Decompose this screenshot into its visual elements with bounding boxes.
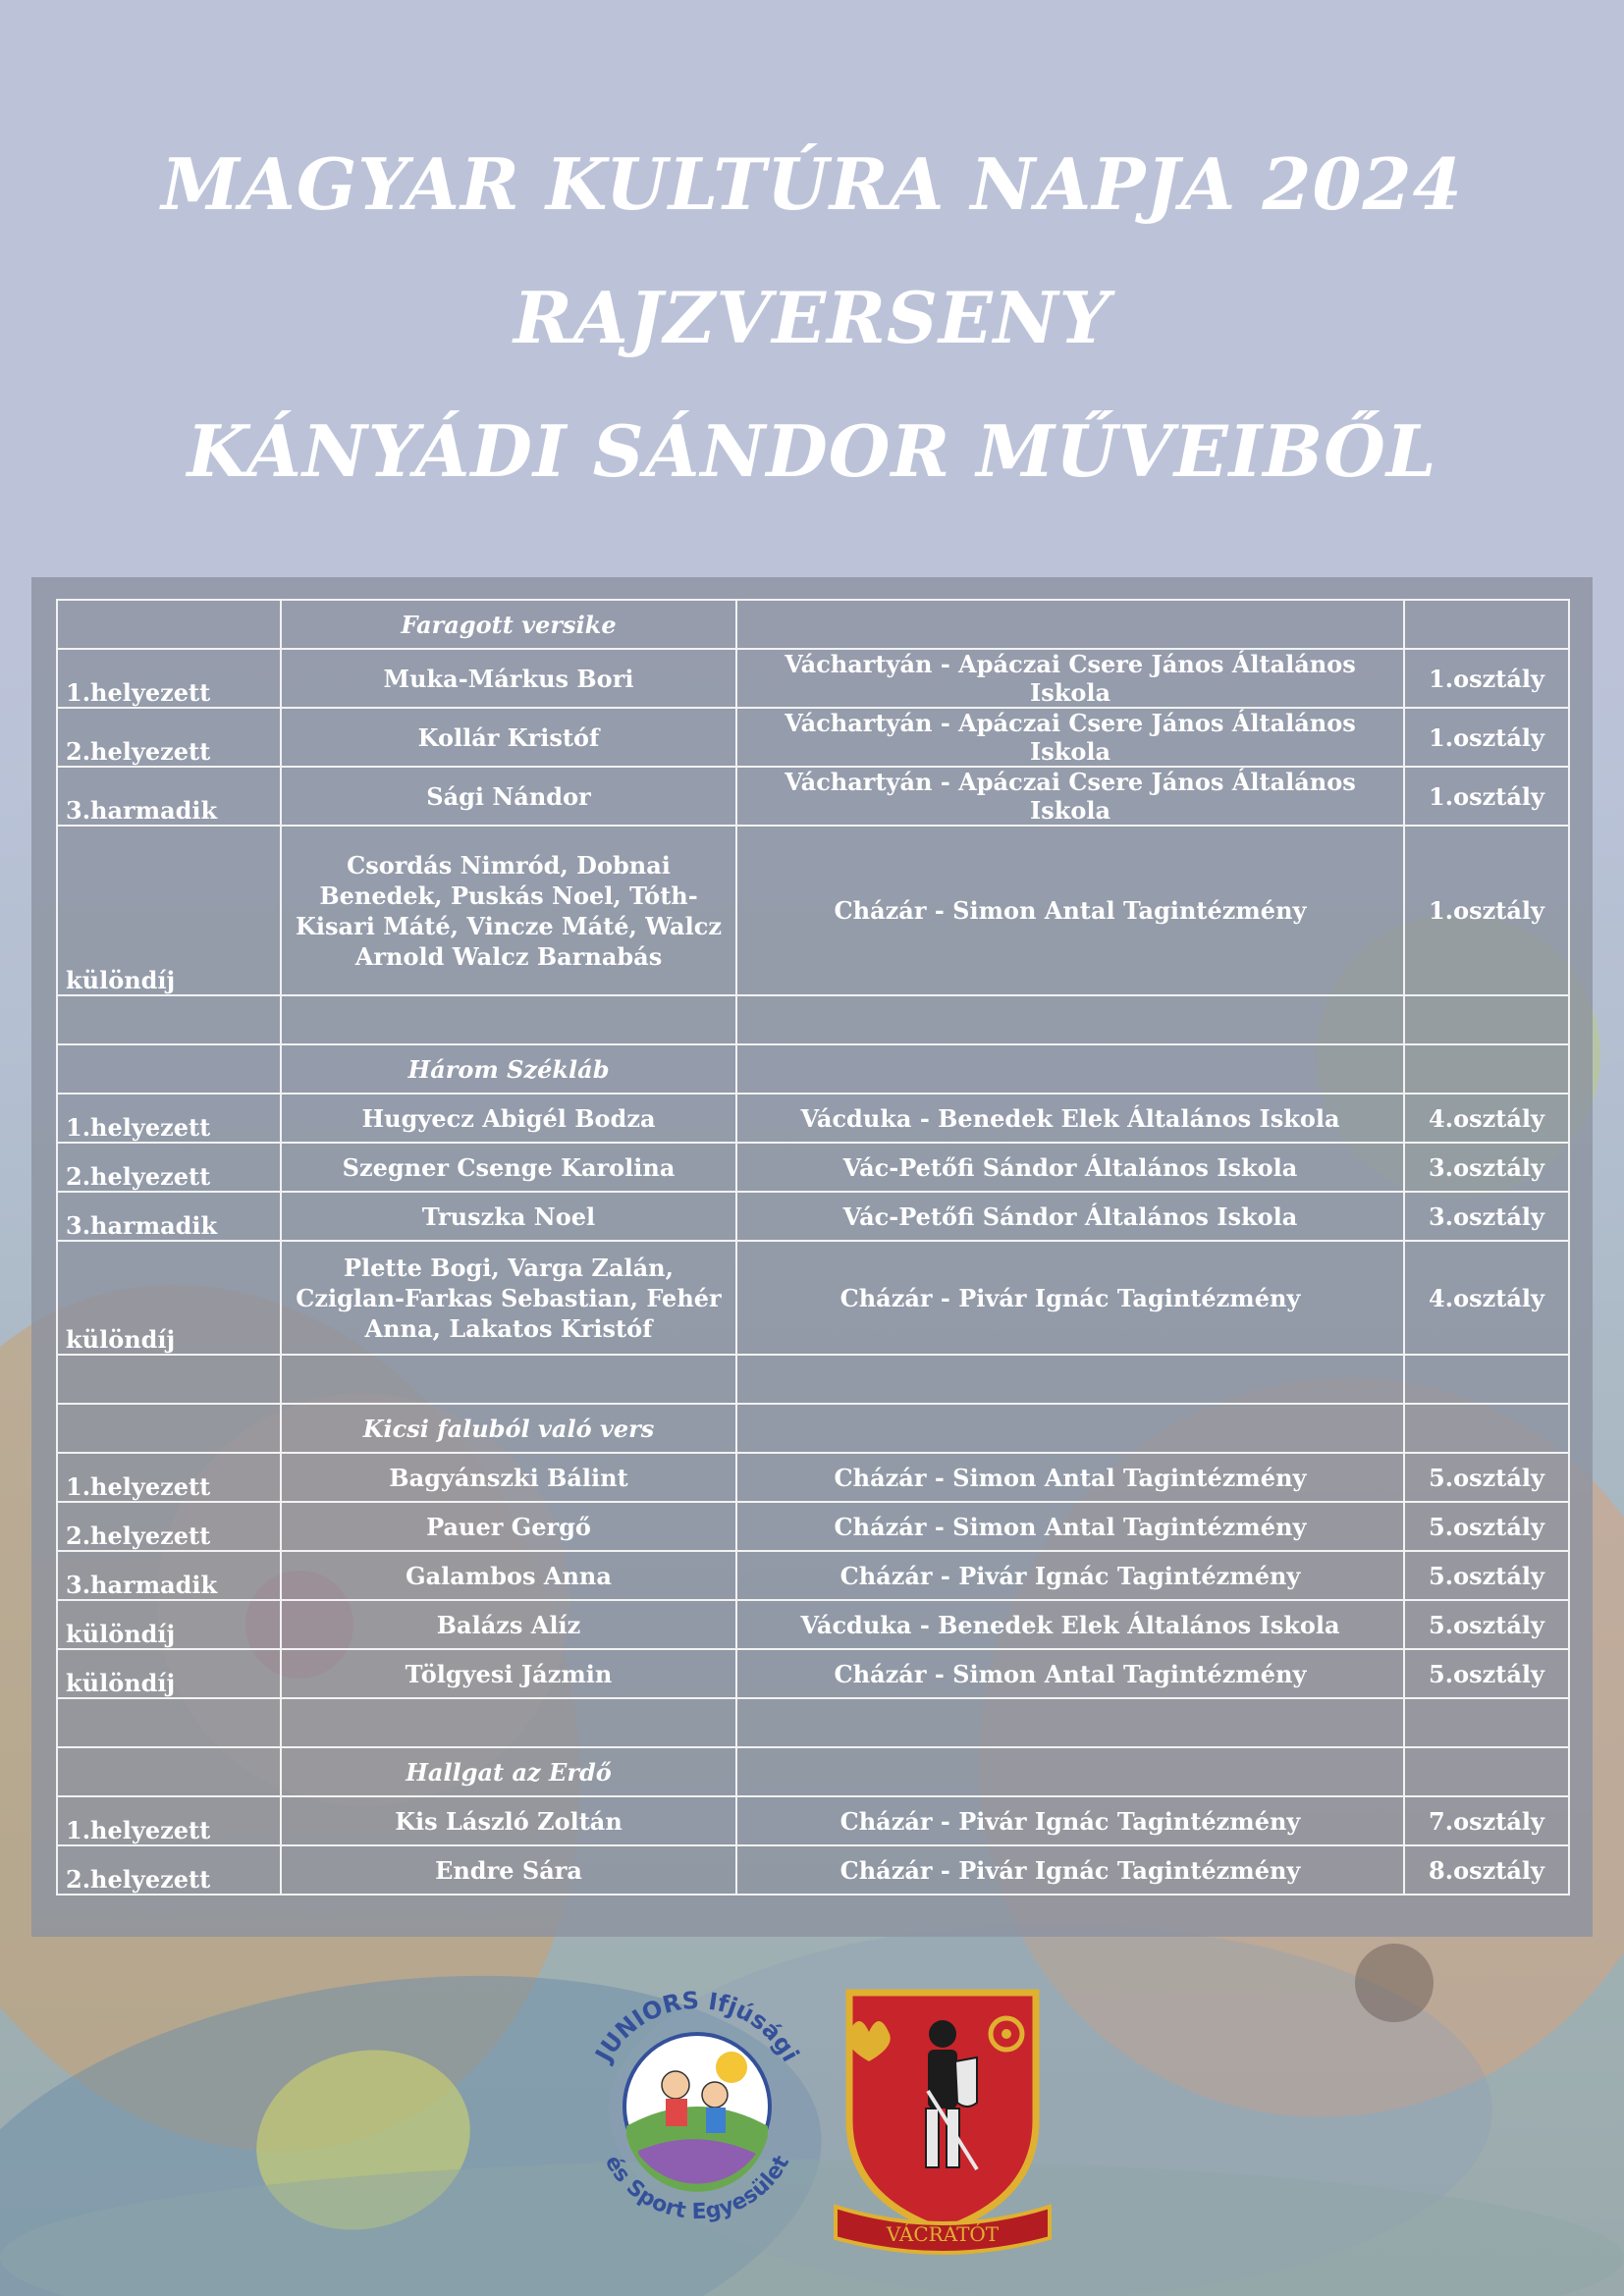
category-title: Faragott versike — [281, 600, 736, 649]
name-cell: Pauer Gergő — [281, 1502, 736, 1551]
place-cell: 3.harmadik — [57, 767, 281, 826]
category-title: Kicsi faluból való vers — [281, 1404, 736, 1453]
grade-cell: 3.osztály — [1404, 1143, 1569, 1192]
category-title: Hallgat az Erdő — [281, 1747, 736, 1796]
table-row — [57, 1600, 1569, 1649]
name-cell: Galambos Anna — [281, 1551, 736, 1600]
grade-cell: 7.osztály — [1404, 1796, 1569, 1845]
grade-cell: 8.osztály — [1404, 1845, 1569, 1895]
table-row — [57, 708, 1569, 767]
svg-text:és Sport Egyesület: és Sport Egyesület — [599, 2151, 795, 2225]
name-cell: Hugyecz Abigél Bodza — [281, 1094, 736, 1143]
school-cell: Váchartyán - Apáczai Csere János Általános Iskola — [736, 708, 1404, 767]
title-line-3: KÁNYÁDI SÁNDOR MŰVEIBŐL — [187, 409, 1437, 493]
school-cell: Cházár - Pivár Ignác Tagintézmény — [736, 1845, 1404, 1895]
table-row — [57, 649, 1569, 708]
school-cell: Váchartyán - Apáczai Csere János Általános Iskola — [736, 649, 1404, 708]
table-row — [57, 1502, 1569, 1551]
name-cell: Muka-Márkus Bori — [281, 649, 736, 708]
school-cell: Vácduka - Benedek Elek Általános Iskola — [736, 1094, 1404, 1143]
grade-cell: 1.osztály — [1404, 649, 1569, 708]
vacratot-crest — [830, 1973, 1056, 2258]
school-cell: Vác-Petőfi Sándor Általános Iskola — [736, 1192, 1404, 1241]
place-cell: különdíj — [57, 1600, 281, 1649]
place-cell: különdíj — [57, 1241, 281, 1355]
category-title: Három Székláb — [281, 1044, 736, 1094]
place-cell: 3.harmadik — [57, 1551, 281, 1600]
place-cell: különdíj — [57, 826, 281, 995]
table-row — [57, 1649, 1569, 1698]
school-cell: Cházár - Pivár Ignác Tagintézmény — [736, 1796, 1404, 1845]
name-cell: Szegner Csenge Karolina — [281, 1143, 736, 1192]
spacer-row — [57, 1355, 1569, 1404]
grade-cell: 5.osztály — [1404, 1502, 1569, 1551]
table-row — [57, 826, 1569, 995]
category-row — [57, 1747, 1569, 1796]
grade-cell: 5.osztály — [1404, 1453, 1569, 1502]
title-line-1: MAGYAR KULTÚRA NAPJA 2024 — [161, 142, 1463, 226]
title-line-2: RAJZVERSENY — [514, 276, 1110, 359]
grade-cell: 1.osztály — [1404, 708, 1569, 767]
school-cell: Cházár - Simon Antal Tagintézmény — [736, 1502, 1404, 1551]
school-cell: Váchartyán - Apáczai Csere János Általános Iskola — [736, 767, 1404, 826]
school-cell: Cházár - Pivár Ignác Tagintézmény — [736, 1551, 1404, 1600]
grade-cell: 5.osztály — [1404, 1551, 1569, 1600]
place-cell: 3.harmadik — [57, 1192, 281, 1241]
logos — [0, 1973, 1624, 2258]
name-cell: Kollár Kristóf — [281, 708, 736, 767]
category-row — [57, 1404, 1569, 1453]
table-row — [57, 1241, 1569, 1355]
name-cell: Kis László Zoltán — [281, 1796, 736, 1845]
page-titles — [0, 118, 1624, 518]
place-cell: 2.helyezett — [57, 1502, 281, 1551]
school-cell: Cházár - Pivár Ignác Tagintézmény — [736, 1241, 1404, 1355]
place-cell: 1.helyezett — [57, 1796, 281, 1845]
table-row — [57, 1796, 1569, 1845]
grade-cell: 4.osztály — [1404, 1241, 1569, 1355]
juniors-text: JUNIORS Ifjúsági — [589, 1986, 805, 2066]
grade-cell: 4.osztály — [1404, 1094, 1569, 1143]
school-cell: Vác-Petőfi Sándor Általános Iskola — [736, 1143, 1404, 1192]
table-row — [57, 1845, 1569, 1895]
place-cell: 2.helyezett — [57, 708, 281, 767]
crest-ribbon-text: VÁCRÁTÓT — [886, 2222, 1000, 2246]
grade-cell: 3.osztály — [1404, 1192, 1569, 1241]
name-cell: Bagyánszki Bálint — [281, 1453, 736, 1502]
table-row — [57, 1551, 1569, 1600]
place-cell: különdíj — [57, 1649, 281, 1698]
name-cell: Tölgyesi Jázmin — [281, 1649, 736, 1698]
school-cell: Cházár - Simon Antal Tagintézmény — [736, 826, 1404, 995]
table-row — [57, 1143, 1569, 1192]
name-cell: Sági Nándor — [281, 767, 736, 826]
school-cell: Cházár - Simon Antal Tagintézmény — [736, 1649, 1404, 1698]
place-cell: 1.helyezett — [57, 1094, 281, 1143]
school-cell: Cházár - Simon Antal Tagintézmény — [736, 1453, 1404, 1502]
name-cell: Truszka Noel — [281, 1192, 736, 1241]
place-cell: 1.helyezett — [57, 649, 281, 708]
juniors-logo — [569, 1979, 825, 2234]
category-row — [57, 600, 1569, 649]
grade-cell: 1.osztály — [1404, 826, 1569, 995]
name-cell: Plette Bogi, Varga Zalán, Cziglan-Farkas Sebastian, Fehér Anna, Lakatos Kristóf — [281, 1241, 736, 1355]
place-cell: 2.helyezett — [57, 1143, 281, 1192]
name-cell: Endre Sára — [281, 1845, 736, 1895]
table-row — [57, 767, 1569, 826]
grade-cell: 1.osztály — [1404, 767, 1569, 826]
results-table — [56, 599, 1570, 1896]
table-row — [57, 1094, 1569, 1143]
place-cell: 1.helyezett — [57, 1453, 281, 1502]
grade-cell: 5.osztály — [1404, 1649, 1569, 1698]
school-cell: Vácduka - Benedek Elek Általános Iskola — [736, 1600, 1404, 1649]
category-row — [57, 1044, 1569, 1094]
spacer-row — [57, 995, 1569, 1044]
table-row — [57, 1453, 1569, 1502]
table-row — [57, 1192, 1569, 1241]
spacer-row — [57, 1698, 1569, 1747]
name-cell: Balázs Alíz — [281, 1600, 736, 1649]
name-cell: Csordás Nimród, Dobnai Benedek, Puskás Noel, Tóth-Kisari Máté, Vincze Máté, Walcz Arnold Walcz Barnabás — [281, 826, 736, 995]
grade-cell: 5.osztály — [1404, 1600, 1569, 1649]
place-cell: 2.helyezett — [57, 1845, 281, 1895]
